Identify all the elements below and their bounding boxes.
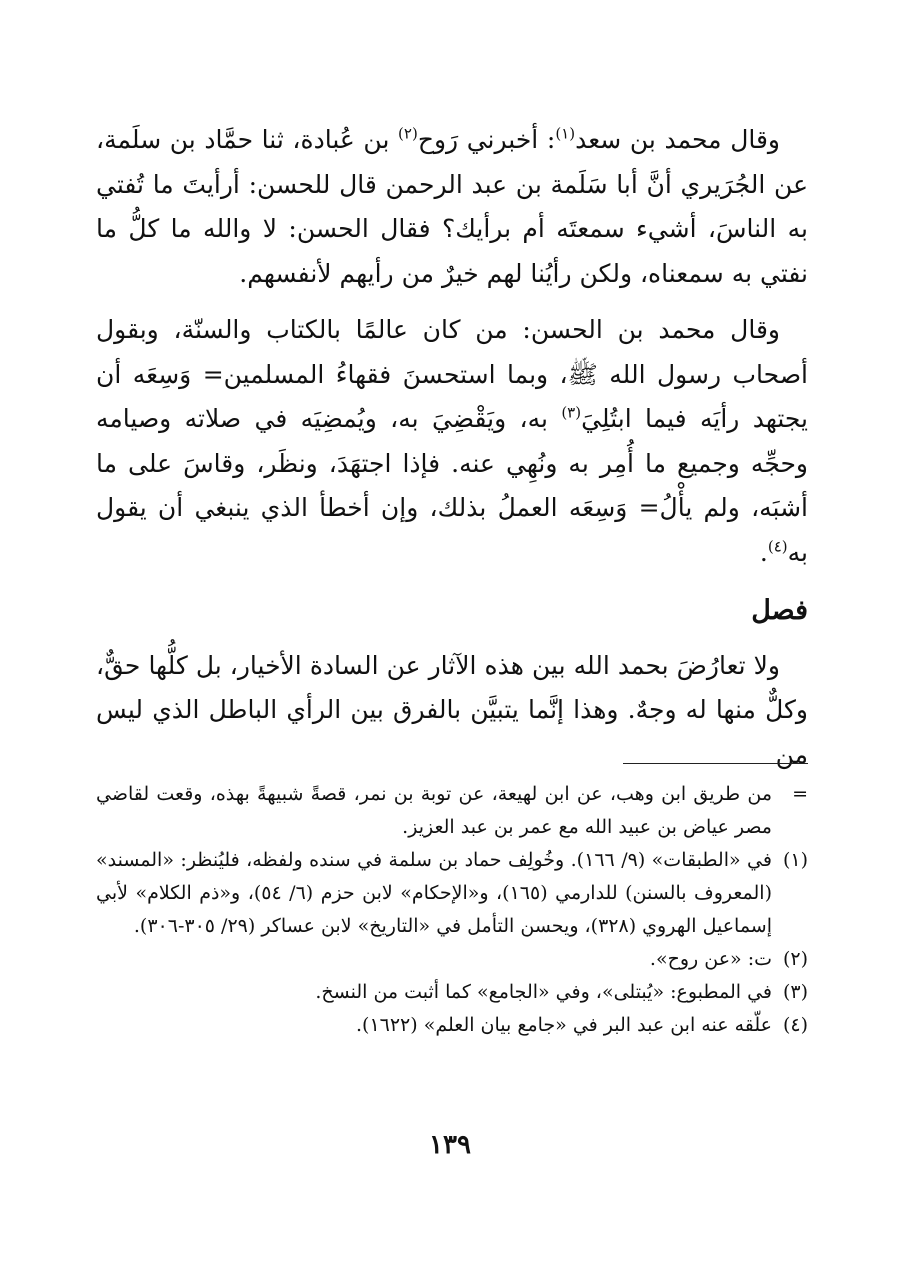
footnote-4 [96, 1009, 808, 1042]
footnote-text: علّقه عنه ابن عبد البر في «جامع بيان العلم» (١٦٢٢). [355, 1014, 772, 1036]
footnote-marker: = [792, 783, 808, 805]
main-text-body [96, 118, 808, 777]
paragraph-2-part-b: به، ويَقْضِيَ به، ويُمضِيَه في صلاته وصيامه وحجِّه وجميع ما أُمِر به ونُهِي عنه. فإذا اجتهَدَ، ونظَر، وقاسَ على ما أشبَه، ولم يأْلُ= وَسِعَه العملُ بذلك، وإن أخطأ الذي ينبغي أن يقول به [96, 404, 808, 567]
footnote-2 [96, 943, 808, 976]
footnote-3 [96, 976, 808, 1009]
paragraph-1-part-c: بن عُبادة، ثنا حمَّاد بن سلَمة، عن الجُرَيري أنَّ أبا سَلَمة بن عبد الرحمن قال للحسن: أرأيتَ ما تُفتي به الناسَ، أشيء سمعتَه أم برأيك؟ فقال الحسن: لا والله ما كلُّ ما نفتي به سمعناه، ولكن رأيُنا لهم خيرٌ من رأيهم لأنفسهم. [96, 125, 808, 288]
footnote-continuation [96, 778, 808, 844]
footnote-text: من طريق ابن وهب، عن ابن لهيعة، عن توبة بن نمر، قصةً شبيهةً بهذه، وقعت لقاضي مصر عياض بن عبيد الله مع عمر بن عبد العزيز. [96, 783, 772, 838]
page-number: ١٣٩ [429, 1130, 471, 1160]
footnote-marker: (١) [782, 849, 808, 871]
paragraph-muhammad-ibn-al-hasan [96, 308, 808, 575]
footnote-marker: (٣) [782, 981, 808, 1003]
paragraph-1-part-b: : أخبرني رَوح [417, 125, 556, 154]
footnote-ref-1: (١) [555, 124, 576, 143]
footnote-ref-3: (٣) [561, 403, 582, 422]
footnote-divider [623, 763, 808, 764]
paragraph-ibn-saad [96, 118, 808, 296]
footnotes-section [96, 778, 808, 1042]
paragraph-2-part-a: وقال محمد بن الحسن: من كان عالمًا بالكتاب والسنّة، وبقول أصحاب رسول الله ﷺ، وبما استحسنَ فقهاءُ المسلمين= وَسِعَه أن يجتهد رأيَه فيما ابتُلِيَ [96, 315, 808, 433]
footnote-text: ت: «عن روح». [649, 948, 772, 970]
footnote-ref-4: (٤) [767, 537, 788, 556]
footnote-text: في «الطبقات» (٩/ ١٦٦). وخُولِف حماد بن سلمة في سنده ولفظه، فليُنظر: «المسند» (المعروف بالسنن) للدارمي (١٦٥)، و«الإحكام» لابن حزم (٦/ ٥٤)، و«ذم الكلام» لأبي إسماعيل الهروي (٣٢٨)، ويحسن التأمل في «التاريخ» لابن عساكر (٢٩/ ٣٠٥-٣٠٦). [96, 849, 773, 937]
paragraph-no-contradiction: ولا تعارُضَ بحمد الله بين هذه الآثار عن السادة الأخيار، بل كلُّها حقٌّ، وكلٌّ منها له وجهٌ. وهذا إنَّما يتبيَّن بالفرق بين الرأي الباطل الذي ليس من [96, 650, 808, 769]
section-heading: فصل [751, 595, 808, 626]
footnote-text: في المطبوع: «يُبتلى»، وفي «الجامع» كما أثبت من النسخ. [315, 981, 772, 1003]
paragraph-2-part-c: . [759, 537, 768, 567]
paragraph-1-part-a: وقال محمد بن سعد [575, 125, 780, 154]
footnote-marker: (٢) [782, 948, 808, 970]
footnote-1 [96, 844, 808, 943]
footnote-ref-2: (٢) [398, 124, 418, 143]
footnote-marker: (٤) [782, 1014, 808, 1036]
